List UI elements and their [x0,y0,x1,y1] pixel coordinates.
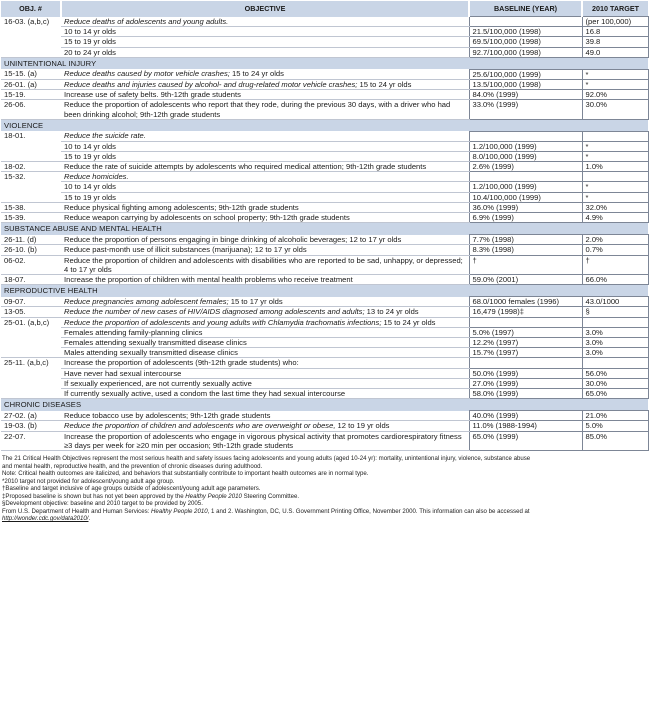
baseline-value: 50.0% (1999) [469,368,582,378]
objective-number: 15-39. [1,212,61,222]
footnote-text: Steering Committee. [241,492,300,500]
objective-text [61,17,469,27]
header-row [1,1,648,17]
header-baseline: BASELINE (YEAR) [469,1,582,17]
sub-row [1,182,648,192]
baseline-value: 84.0% (1999) [469,90,582,100]
objective-text [61,411,469,421]
baseline-value: 36.0% (1999) [469,202,582,212]
objective-text [61,307,469,317]
sub-row [1,47,648,57]
baseline-value [469,17,582,27]
target-value: * [582,141,648,151]
objective-number [1,151,61,161]
objective-text [61,192,469,202]
target-value: 0.7% [582,245,648,255]
objective-text [61,255,469,274]
target-value: * [582,80,648,90]
objective-number: 16-03. (a,b,c) [4,16,50,26]
footnote-double-dagger [2,493,648,501]
objective-label: Reduce physical fighting among adolescents; 9th-12th grade students [64,202,299,212]
target-value: 16.8 [582,27,648,37]
objective-text [61,358,469,368]
objective-number: 18-02. [1,161,61,171]
objective-label: Reduce deaths caused by motor vehicle crashes; [64,69,230,79]
objective-number: 25-11. (a,b,c) [4,358,49,368]
sub-row [1,348,648,358]
objective-text [61,274,469,284]
header-obj-num: OBJ. # [1,1,61,17]
objective-text [61,100,469,119]
objective-text [61,69,469,79]
objective-label: Increase use of safety belts. 9th-12th grade students [64,90,241,100]
objective-label: Reduce the proportion of adolescents who report that they rode, during the previous 30 days, with a driver who had been drinking alcohol; 9th-12th grade students [64,100,451,119]
objective-row [1,212,648,222]
sub-row [1,37,648,47]
section-row [1,399,648,411]
target-value: † [582,255,648,274]
objective-number: 13-05. [1,307,61,317]
footnotes [1,455,648,523]
target-value: 65.0% [582,389,648,399]
objective-label: Increase the proportion of adolescents (9th-12th grade students) who: [64,358,299,368]
objective-text [61,131,469,141]
objective-number [1,337,61,347]
objective-number [1,27,61,37]
objective-text [61,235,469,245]
target-value: * [582,192,648,202]
objective-age-group: 15 to 24 yr olds [357,80,412,90]
objective-number: 26-01. (a) [1,80,61,90]
objective-text [61,90,469,100]
objective-number: 25-01. (a,b,c) [4,317,50,327]
target-value: * [582,69,648,79]
objective-number: 09-07. [1,297,61,307]
objective-text [61,141,469,151]
baseline-value: 33.0% (1999) [469,100,582,119]
baseline-value: 69.5/100,000 (1998) [469,37,582,47]
objective-number: 19-03. (b) [1,421,61,431]
objective-text [61,202,469,212]
baseline-value: 13.5/100,000 (1998) [469,80,582,90]
objective-row [1,202,648,212]
baseline-value [469,317,582,327]
objective-text [61,151,469,161]
objective-number: 06-02. [1,255,61,274]
objective-age-group: 15 to 24 yr olds [229,69,284,79]
objective-text [61,80,469,90]
target-value: 30.0% [582,378,648,388]
baseline-value [469,358,582,368]
objective-label: Reduce the number of new cases of HIV/AIDS diagnosed among adolescents and adults; [64,307,365,317]
objective-number: 15-38. [1,202,61,212]
baseline-value: 25.6/100,000 (1999) [469,69,582,79]
target-value: 1.0% [582,161,648,171]
objective-text [61,182,469,192]
target-value: 32.0% [582,202,648,212]
baseline-value: 92.7/100,000 (1998) [469,47,582,57]
objective-row [1,100,648,119]
objective-label: Reduce the suicide rate. [64,131,146,141]
section-row [1,285,648,297]
objective-row [1,69,648,79]
target-value: 56.0% [582,368,648,378]
objective-label: 15 to 19 yr olds [64,37,116,47]
baseline-value: 15.7% (1997) [469,348,582,358]
objective-row [1,80,648,90]
target-value: § [582,307,648,317]
target-value: * [582,182,648,192]
footnote-source [2,508,648,516]
target-value: 30.0% [582,100,648,119]
objective-row [1,421,648,431]
objective-row [1,172,648,182]
objective-label: Reduce deaths and injuries caused by alcohol- and drug-related motor vehicle crashes; [64,80,358,90]
objective-label: Reduce deaths of adolescents and young adults. [64,16,229,26]
objective-text [61,327,469,337]
target-value: 3.0% [582,348,648,358]
objective-number: 18-01. [4,131,26,141]
sub-row [1,192,648,202]
objective-label: 20 to 24 yr olds [64,47,116,57]
objective-label: If sexually experienced, are not currently sexually active [64,378,252,388]
objective-label: Reduce weapon carrying by adolescents on school property; 9th-12th grade students [64,212,350,222]
objective-number [1,141,61,151]
footnote-section: §Development objective: baseline and 2010 target to be provided by 2005. [2,500,203,508]
baseline-value: 21.5/100,000 (1998) [469,27,582,37]
baseline-value: 40.0% (1999) [469,411,582,421]
objective-text [61,47,469,57]
footnote-text: ‡Proposed baseline is shown but has not yet been approved by the [2,492,186,500]
footnote-link-line [2,515,648,523]
target-value: 3.0% [582,337,648,347]
target-value: 4.9% [582,212,648,222]
baseline-value: 10.4/100,000 (1999) [469,192,582,202]
objective-row [1,245,648,255]
objective-number: 22-07. [1,431,61,450]
section-label: REPRODUCTIVE HEALTH [1,285,648,297]
baseline-value: 68.0/1000 females (1996) [469,297,582,307]
objective-number [1,389,61,399]
sub-row [1,389,648,399]
objective-label: 10 to 14 yr olds [64,27,116,37]
sub-row [1,368,648,378]
objective-text [61,348,469,358]
header-objective: OBJECTIVE [61,1,469,17]
target-value: 49.0 [582,47,648,57]
baseline-value: 8.3% (1998) [469,245,582,255]
objective-row [1,131,648,141]
sub-row [1,337,648,347]
objective-text [61,337,469,347]
target-value: 85.0% [582,431,648,450]
objective-row [1,431,648,450]
objective-number: 15-32. [4,172,26,182]
section-label: UNINTENTIONAL INJURY [1,57,648,69]
objective-number [1,327,61,337]
objective-row [1,297,648,307]
sub-row [1,378,648,388]
section-row [1,119,648,131]
objective-number [1,378,61,388]
section-label: CHRONIC DISEASES [1,399,648,411]
objective-age-group: 13 to 24 yr olds [364,307,419,317]
target-value [582,172,648,182]
baseline-value [469,131,582,141]
objective-row [1,17,648,27]
baseline-value: 5.0% (1997) [469,327,582,337]
objective-age-group: 15 to 24 yr olds [381,317,436,327]
objective-label: 10 to 14 yr olds [64,182,116,192]
objective-label: 10 to 14 yr olds [64,141,116,151]
sub-row [1,151,648,161]
baseline-value: 27.0% (1999) [469,378,582,388]
sub-row [1,27,648,37]
target-value: (per 100,000) [582,17,648,27]
objective-label: Reduce the proportion of children and adolescents who are overweight or obese, [64,421,336,431]
baseline-value: 65.0% (1999) [469,431,582,450]
footnote-dagger: †Baseline and target inclusive of age groups outside of adolescent/young adult age parameters. [2,485,261,493]
objective-text [61,37,469,47]
target-value: 2.0% [582,235,648,245]
footnote-summary: The 21 Critical Health Objectives represent the most serious health and safety issues facing adolescents and young adults (aged 10-24 yr): mortality, unintentional injury, violence, substance abuse [2,455,531,463]
objective-label: Males attending sexually transmitted disease clinics [64,348,238,358]
objective-label: Reduce pregnancies among adolescent females; [64,296,229,306]
objective-row [1,235,648,245]
objective-label: Reduce past-month use of illicit substances (marijuana); 12 to 17 yr olds [64,245,307,255]
baseline-value: 58.0% (1999) [469,389,582,399]
baseline-value: 7.7% (1998) [469,235,582,245]
target-value: 66.0% [582,274,648,284]
objective-number [1,182,61,192]
section-row [1,223,648,235]
objective-number: 26-11. (d) [1,235,61,245]
target-value: * [582,151,648,161]
target-value [582,317,648,327]
objective-label: Increase the proportion of adolescents who engage in vigorous physical activity that promotes cardiorespiratory fitness ≥3 days per week for ≥20 min per occasion; 9th-12th grade students [64,431,462,450]
objective-number: 15-19. [1,90,61,100]
objective-label: Reduce the proportion of children and adolescents with disabilities who are reported to be sad, unhappy, or depressed; 4 to 17 yr olds [64,255,463,274]
objective-row [1,274,648,284]
objective-text [61,172,469,182]
objective-number [1,368,61,378]
target-value: 39.8 [582,37,648,47]
objective-row [1,317,648,327]
objective-label: Reduce tobacco use by adolescents; 9th-12th grade students [64,410,271,420]
objective-age-group: 12 to 19 yr olds [335,421,390,431]
objective-age-group: 15 to 17 yr olds [228,296,283,306]
objective-row [1,307,648,317]
objective-label: 15 to 19 yr olds [64,151,116,161]
objective-number [1,37,61,47]
target-value [582,131,648,141]
objective-number [1,47,61,57]
objective-label: Increase the proportion of children with mental health problems who receive treatment [64,274,353,284]
objective-label: Females attending family-planning clinics [64,327,203,337]
footnote-note: Note: Critical health outcomes are italicized, and behaviors that substantially contribute to important health outcomes are in normal type. [2,470,369,478]
baseline-value: 16,479 (1998)‡ [469,307,582,317]
objective-row [1,90,648,100]
objective-text [61,297,469,307]
objective-number: 26-10. (b) [1,245,61,255]
target-value: 43.0/1000 [582,297,648,307]
footnote-text: , 1 and 2. Washington, DC, U.S. Government Printing Office, November 2000. This information can also be accessed at [207,507,530,515]
footnote-text: . [88,515,91,523]
objective-label: Reduce the rate of suicide attempts by adolescents who required medical attention; 9th-12th grade students [64,161,427,171]
source-link[interactable]: http://wonder.cdc.gov/data2010/ [2,515,89,523]
objective-number: 27-02. (a) [1,411,61,421]
objective-row [1,161,648,171]
objectives-table [1,1,649,451]
objective-label: Reduce homicides. [64,172,129,182]
objective-text [61,431,469,450]
objective-text [61,161,469,171]
header-target: 2010 TARGET [582,1,648,17]
objective-label: Reduce the proportion of persons engaging in binge drinking of alcoholic beverages; 12 to 17 yr olds [64,234,402,244]
objective-number: 15-15. (a) [1,69,61,79]
objective-number [1,348,61,358]
section-row [1,57,648,69]
objective-row [1,358,648,368]
footnote-text-italic: Healthy People 2010 [185,492,242,500]
target-value: 5.0% [582,421,648,431]
sub-row [1,327,648,337]
objective-text [61,212,469,222]
target-value: 92.0% [582,90,648,100]
section-label: SUBSTANCE ABUSE AND MENTAL HEALTH [1,223,648,235]
objective-label: Females attending sexually transmitted disease clinics [64,337,247,347]
objective-label: If currently sexually active, used a condom the last time they had sexual intercourse [64,389,346,398]
baseline-value: 1.2/100,000 (1999) [469,182,582,192]
baseline-value: 59.0% (2001) [469,274,582,284]
objective-text [61,389,469,399]
baseline-value: 11.0% (1988-1994) [469,421,582,431]
objective-number [1,192,61,202]
objective-label: 15 to 19 yr olds [64,192,116,202]
baseline-value: 6.9% (1999) [469,212,582,222]
objective-text [61,317,469,327]
footnote-text-italic: Healthy People 2010 [151,507,208,515]
baseline-value: 1.2/100,000 (1999) [469,141,582,151]
target-value: 21.0% [582,411,648,421]
footnote-text: From U.S. Department of Health and Human Services: [2,507,152,515]
objective-text [61,245,469,255]
objective-number: 26-06. [1,100,61,119]
objective-text [61,27,469,37]
target-value [582,358,648,368]
footnote-asterisk: *2010 target not provided for adolescent/young adult age group. [2,477,175,485]
objective-label: Reduce the proportion of adolescents and young adults with Chlamydia trachomatis infections; [64,317,382,327]
objective-label: Have never had sexual intercourse [64,368,182,378]
baseline-value: 8.0/100,000 (1999) [469,151,582,161]
objective-row [1,411,648,421]
table-body [1,17,648,451]
section-label: VIOLENCE [1,119,648,131]
objective-number: 18-07. [1,274,61,284]
objective-text [61,378,469,388]
baseline-value: 12.2% (1997) [469,337,582,347]
target-value: 3.0% [582,327,648,337]
sub-row [1,141,648,151]
baseline-value [469,172,582,182]
objective-text [61,368,469,378]
footnote-summary-cont: and mental health, reproductive health, and the prevention of chronic diseases during adulthood. [2,462,263,470]
objective-row [1,255,648,274]
baseline-value: † [469,255,582,274]
objective-text [61,421,469,431]
baseline-value: 2.6% (1999) [469,161,582,171]
